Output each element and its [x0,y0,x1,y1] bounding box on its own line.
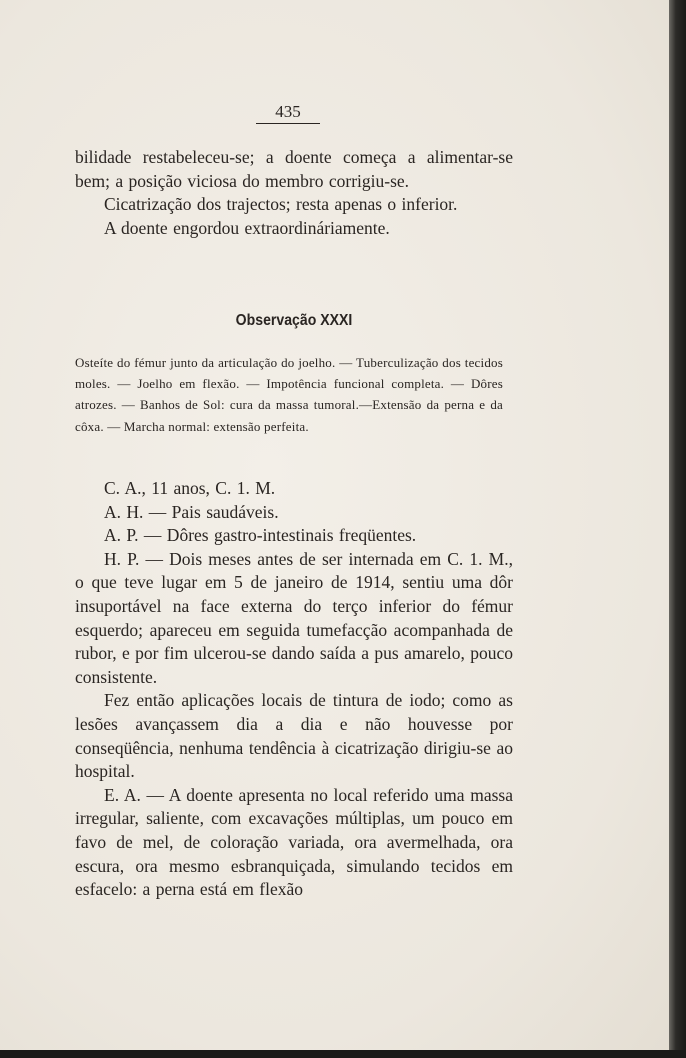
text-paragraph: A. P. — Dôres gastro-intestinais freqüentes. [104,525,417,546]
observation-heading: Observação XXXI [235,312,353,329]
text-paragraph: C. A., 11 anos, C. 1. M. [104,478,276,498]
text-paragraph: Fez então aplicações locais de tintura de iodo; como as lesões avançassem dia a dia e não houvesse por conseqüência, nenhuma tendência à cicatrização dirigiu-se ao hospital. [75,690,513,782]
observation-summary: Osteíte do fémur junto da articulação do joelho. — Tuberculização dos tecidos moles. — Joelho em flexão. — Impotência funcional completa. — Dôres atrozes. — Banhos de Sol: cura da massa tumoral.—Extensão da perna e da côxa. — Marcha normal: extensão perfeita. [75,355,503,434]
page-bottom-shadow [0,1050,686,1058]
continued-text [75,146,513,240]
page-edge-shadow [669,0,686,1058]
text-paragraph: A. H. — Pais saudáveis. [104,501,279,522]
text-paragraph: H. P. — Dois meses antes de ser internada em C. 1. M., o que teve lugar em 5 de janeiro de 1914, sentiu uma dôr insuportável na face externa do terço inferior do fémur esquerdo; apareceu em seguida tumefacção acompanhada de rubor, e por fim ulcerou-se dando saída a pus amarelo, pouco consistente. [75,548,513,687]
page-number: 435 [256,102,320,124]
text-paragraph: Cicatrização dos trajectos; resta apenas o inferior. [104,194,458,215]
text-paragraph: A doente engordou extraordináriamente. [104,217,390,238]
text-paragraph: E. A. — A doente apresenta no local referido uma massa irregular, saliente, com excavações múltiplas, um pouco em favo de mel, de coloração variada, ora avermelhada, ora escura, ora mesmo esbranquiçada, simulando tecidos em esfacelo: a perna está em flexão [75,784,513,900]
text-paragraph: bilidade restabeleceu-se; a doente começa a alimentar-se bem; a posição viciosa do membro corrigiu-se. [75,147,513,191]
case-text [75,477,513,902]
